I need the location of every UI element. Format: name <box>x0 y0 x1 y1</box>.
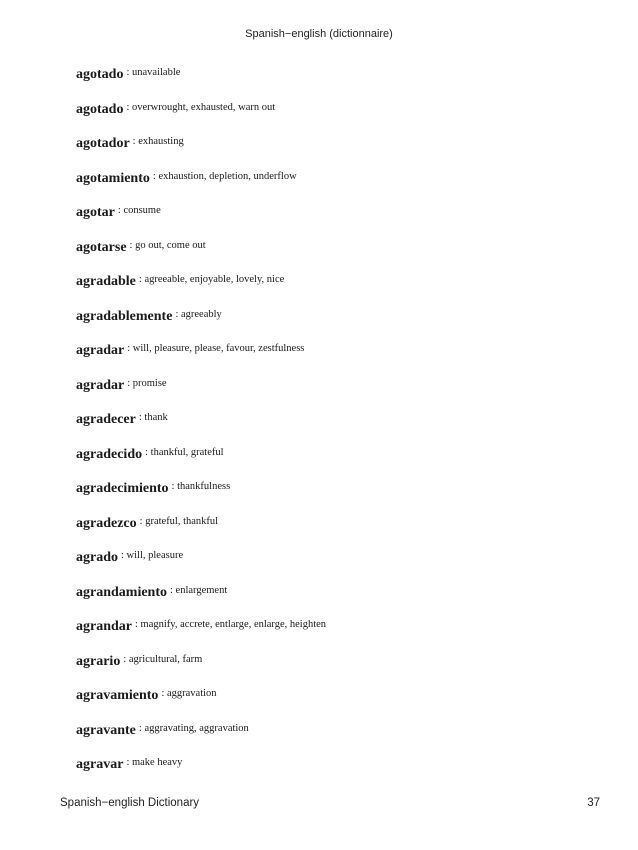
entry-definition: : agricultural, farm <box>123 654 202 665</box>
entry-term: agotado <box>76 67 124 82</box>
dictionary-entry <box>76 302 596 337</box>
entry-definition: : overwrought, exhausted, warn out <box>126 102 275 113</box>
entry-term: agotarse <box>76 239 127 255</box>
entry-term: agotador <box>76 136 130 151</box>
dictionary-entry <box>76 509 596 544</box>
dictionary-entry <box>76 60 596 95</box>
dictionary-entry <box>76 543 596 578</box>
entry-definition: : thank <box>139 412 168 423</box>
page-footer <box>60 797 600 809</box>
dictionary-entry <box>76 129 596 164</box>
dictionary-entry <box>76 267 596 302</box>
dictionary-entry <box>76 371 596 406</box>
dictionary-entry <box>76 681 596 716</box>
entry-definition: : unavailable <box>126 67 180 78</box>
dictionary-entry <box>76 164 596 199</box>
entry-term: agravante <box>76 722 136 738</box>
entry-term: agradecido <box>76 446 143 462</box>
entry-definition: : agreeably <box>175 309 221 320</box>
entry-definition: : promise <box>127 378 166 389</box>
dictionary-entry <box>76 336 596 371</box>
entry-term: agrandamiento <box>76 584 167 600</box>
entry-definition: : agreeable, enjoyable, lovely, nice <box>139 274 284 285</box>
dictionary-entry <box>76 750 596 785</box>
entry-definition: : will, pleasure <box>121 550 183 561</box>
entry-term: agotamiento <box>76 170 150 186</box>
dictionary-entry <box>76 198 596 233</box>
entry-term: agrario <box>76 653 121 669</box>
entry-definition: : go out, come out <box>130 240 206 251</box>
entry-definition: : make heavy <box>126 757 182 768</box>
entry-definition: : consume <box>118 205 161 216</box>
footer-title: Spanish−english Dictionary <box>60 797 200 809</box>
dictionary-entry <box>76 716 596 751</box>
dictionary-entry <box>76 405 596 440</box>
entry-definition: : aggravation <box>161 688 216 699</box>
entry-term: agrado <box>76 550 118 565</box>
entry-term: agotar <box>76 205 115 220</box>
entry-term: agradecimiento <box>76 481 169 496</box>
entry-definition: : thankfulness <box>172 481 231 492</box>
entry-definition: : magnify, accrete, entlarge, enlarge, heighten <box>135 619 326 630</box>
dictionary-entry <box>76 578 596 613</box>
entry-definition: : exhaustion, depletion, underflow <box>153 171 297 182</box>
entry-term: agravamiento <box>76 688 159 703</box>
entry-definition: : enlargement <box>170 585 227 596</box>
entry-term: agradecer <box>76 412 136 427</box>
page-header: Spanish−english (dictionnaire) <box>245 28 393 40</box>
entry-term: agravar <box>76 757 124 772</box>
entry-term: agradar <box>76 377 125 393</box>
dictionary-entry <box>76 647 596 682</box>
dictionary-entry <box>76 474 596 509</box>
entry-definition: : aggravating, aggravation <box>139 723 249 734</box>
dictionary-entry <box>76 233 596 268</box>
dictionary-entries <box>76 60 596 785</box>
entry-definition: : exhausting <box>133 136 184 147</box>
entry-term: agradable <box>76 274 136 289</box>
dictionary-entry <box>76 612 596 647</box>
entry-term: agrandar <box>76 619 132 634</box>
entry-definition: : will, pleasure, please, favour, zestfulness <box>127 343 304 354</box>
dictionary-entry <box>76 440 596 475</box>
dictionary-entry <box>76 95 596 130</box>
entry-term: agradar <box>76 343 125 358</box>
entry-definition: : thankful, grateful <box>145 447 223 458</box>
entry-term: agradablemente <box>76 308 173 324</box>
entry-term: agotado <box>76 101 124 117</box>
page-number: 37 <box>587 797 600 809</box>
entry-term: agradezco <box>76 515 137 531</box>
entry-definition: : grateful, thankful <box>140 516 218 527</box>
